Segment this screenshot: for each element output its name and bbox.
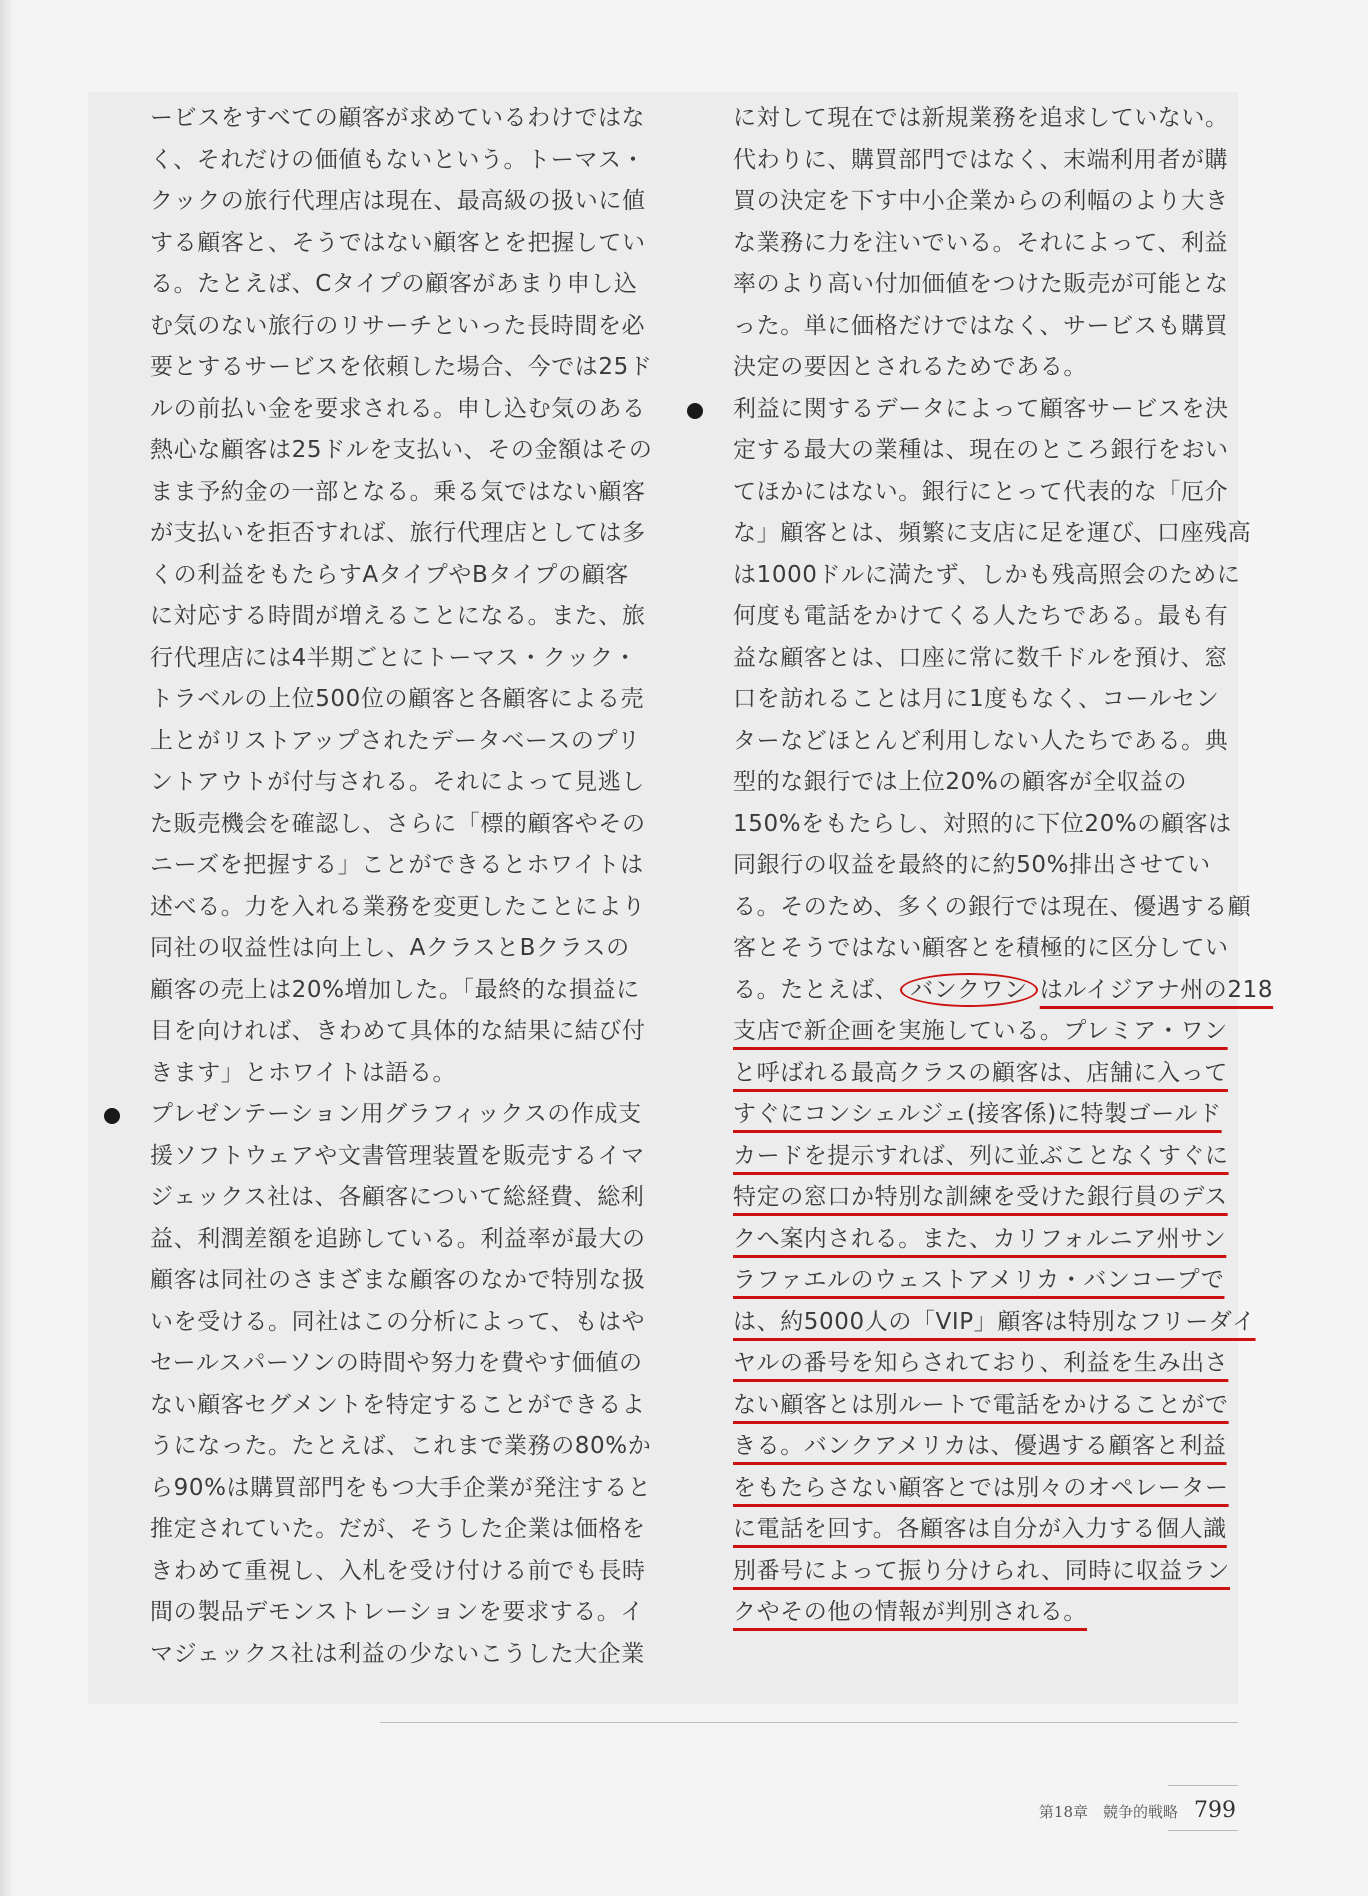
text-line: ら90%は購買部門をもつ大手企業が発注すると [150,1474,652,1501]
text-line: る。たとえば、Cタイプの顧客があまり申し込 [150,271,638,297]
underlined-line [733,1260,1273,1302]
text-line: 同社の収益性は向上し、AクラスとBクラスの [150,935,630,961]
text-line: 顧客の売上は20%増加した。「最終的な損益に [150,976,640,1003]
underlined-line [733,1011,1273,1053]
underlined-text: きる。バンクアメリカは、優遇する顧客と利益 [733,1433,1227,1459]
page-footer [1039,1798,1236,1823]
text-line: 行代理店には4半期ごとにトーマス・クック・ [150,644,638,671]
divider [380,1722,1238,1723]
text-line: 目を向ければ、きわめて具体的な結果に結び付 [150,1018,646,1044]
underlined-line [733,1094,1273,1136]
bullet-icon [104,1108,120,1124]
text-line: った。単に価格だけではなく、サービスも購買 [733,312,1229,339]
underlined-text: 別番号によって振り分けられ、同時に収益ラン [733,1557,1230,1584]
text-line: 同銀行の収益を最終的に約50%排出させてい [733,852,1211,878]
text-line: いを受ける。同社はこの分析によって、もはや [150,1308,646,1335]
text-line: 顧客は同社のさまざまな顧客のなかで特別な扱 [150,1267,646,1293]
text-line: に対応する時間が増えることになる。また、旅 [150,603,646,629]
page-number: 799 [1194,1798,1236,1823]
text-line: 推定されていた。だが、そうした企業は価格を [150,1516,646,1542]
left-column [150,98,652,1675]
underlined-line [733,1053,1273,1095]
underlined-text: 特定の窓口か特別な訓練を受けた銀行員のデス [733,1184,1228,1210]
underlined-text: すぐにコンシェルジェ(接客係)に特製ゴールド [733,1101,1222,1127]
right-column [733,98,1273,1634]
text-line: うになった。たとえば、これまで業務の80%か [150,1433,652,1459]
text-line: ジェックス社は、各顧客について総経費、総利 [150,1184,645,1210]
text-line: 利益に関するデータによって顧客サービスを決 [733,395,1229,422]
underlined-text: ラファエルのウェストアメリカ・バンコープで [733,1267,1225,1293]
text-line: 間の製品デモンストレーションを要求する。イ [150,1599,644,1625]
text-line: マジェックス社は利益の少ないこうした大企業 [150,1640,645,1667]
text-line: 決定の要因とされるためである。 [733,354,1087,380]
text-line: 買の決定を下す中小企業からの利幅のより大き [733,188,1229,214]
underlined-line [733,1177,1273,1219]
text-fragment: る。たとえば、 [733,976,899,1003]
text-line: トラベルの上位500位の顧客と各顧客による売 [150,686,645,712]
text-line: が支払いを拒否すれば、旅行代理店としては多 [150,520,646,546]
underlined-line [733,1302,1273,1344]
text-line: ターなどほとんど利用しない人たちである。典 [733,727,1229,754]
text-line: む気のない旅行のリサーチといった長時間を必 [150,312,646,339]
text-line: ルの前払い金を要求される。申し込む気のある [150,395,646,422]
footer-divider [1168,1785,1238,1786]
text-line: ントアウトが付与される。それによって見逃し [150,769,645,795]
text-line: きます」とホワイトは語る。 [150,1059,457,1086]
text-line: 代わりに、購買部門ではなく、末端利用者が購 [733,146,1229,173]
text-line: 要とするサービスを依頼した場合、今では25ド [150,354,653,380]
annotated-line-circled [733,970,1273,1012]
text-line: 型的な銀行では上位20%の顧客が全収益の [733,769,1188,795]
text-line: 益、利潤差額を追跡している。利益率が最大の [150,1225,646,1252]
underlined-line [733,1551,1273,1593]
text-line: まま予約金の一部となる。乗る気ではない顧客 [150,478,646,505]
text-line: く、それだけの価値もないという。トーマス・ [150,146,646,173]
text-line: 述べる。力を入れる業務を変更したことにより [150,893,646,920]
underlined-line [733,1385,1273,1427]
text-line: 何度も電話をかけてくる人たちである。最も有 [733,603,1229,629]
underlined-text: は、約5000人の「VIP」顧客は特別なフリーダイ [733,1308,1256,1335]
chapter-title: 第18章 競争的戦略 [1038,1803,1178,1821]
text-line: きわめて重視し、入札を受け付ける前でも長時 [150,1557,646,1584]
underlined-line [733,1343,1273,1385]
underlined-text: をもたらさない顧客とでは別々のオペレーター [733,1474,1229,1501]
text-line: 益な顧客とは、口座に常に数千ドルを預け、窓 [733,644,1228,671]
underlined-line [733,1219,1273,1261]
text-line: な業務に力を注いでいる。それによって、利益 [733,229,1229,256]
text-line: ービスをすべての顧客が求めているわけではな [150,105,646,131]
bullet-item-line [150,1094,652,1136]
text-line: プレゼンテーション用グラフィックスの作成支 [150,1101,642,1127]
text-line: 熱心な顧客は25ドルを支払い、その金額はその [150,437,653,463]
underlined-text: はルイジアナ州の218 [1039,976,1274,1003]
text-line: に対して現在では新規業務を追求していない。 [733,105,1229,131]
text-line: 援ソフトウェアや文書管理装置を販売するイマ [150,1142,645,1169]
text-line: は1000ドルに満たず、しかも残高照会のために [733,561,1241,588]
text-line: た販売機会を確認し、さらに「標的顧客やその [150,810,646,837]
bullet-icon [687,403,703,419]
underlined-text: カードを提示すれば、列に並ぶことなくすぐに [733,1142,1229,1169]
page-shadow [0,0,14,1896]
underlined-text: に電話を回す。各顧客は自分が入力する個人識 [733,1516,1227,1542]
text-line: な」顧客とは、頻繁に支店に足を運び、口座残高 [733,520,1252,546]
text-line: する顧客と、そうではない顧客とを把握してい [150,229,646,256]
underlined-line [733,1136,1273,1178]
underlined-line [733,1592,1273,1634]
circled-annotation: バンクワン [900,973,1038,1007]
text-line: てほかにはない。銀行にとって代表的な「厄介 [733,478,1229,505]
underlined-text: ヤルの番号を知らされており、利益を生み出さ [733,1350,1229,1376]
text-line: ニーズを把握する」ことができるとホワイトは [150,852,644,878]
text-line: くの利益をもたらすAタイプやBタイプの顧客 [150,561,629,588]
text-line: 定する最大の業種は、現在のところ銀行をおい [733,437,1229,463]
underlined-text: 支店で新企画を実施している。プレミア・ワン [733,1018,1228,1044]
underlined-text: と呼ばれる最高クラスの顧客は、店舗に入って [733,1059,1228,1086]
text-line: 口を訪れることは月に1度もなく、コールセン [733,686,1220,712]
text-line: る。そのため、多くの銀行では現在、優遇する顧 [733,893,1252,920]
underlined-line [733,1509,1273,1551]
underlined-text: クやその他の情報が判別される。 [733,1599,1087,1625]
text-line: クックの旅行代理店は現在、最高級の扱いに値 [150,188,646,214]
underlined-text: ない顧客とは別ルートで電話をかけることがで [733,1391,1229,1418]
text-line: セールスパーソンの時間や努力を費やす価値の [150,1350,643,1376]
text-line: 150%をもたらし、対照的に下位20%の顧客は [733,810,1232,837]
underlined-line [733,1468,1273,1510]
text-line: 客とそうではない顧客とを積極的に区分してい [733,935,1229,961]
underlined-text: クへ案内される。また、カリフォルニア州サン [733,1225,1227,1252]
footer-divider [1168,1830,1238,1831]
underlined-line [733,1426,1273,1468]
text-line: ない顧客セグメントを特定することができるよ [150,1391,646,1418]
text-line: 上とがリストアップされたデータベースのプリ [150,727,641,754]
text-line: 率のより高い付加価値をつけた販売が可能とな [733,271,1229,297]
bullet-item-line [733,389,1273,431]
